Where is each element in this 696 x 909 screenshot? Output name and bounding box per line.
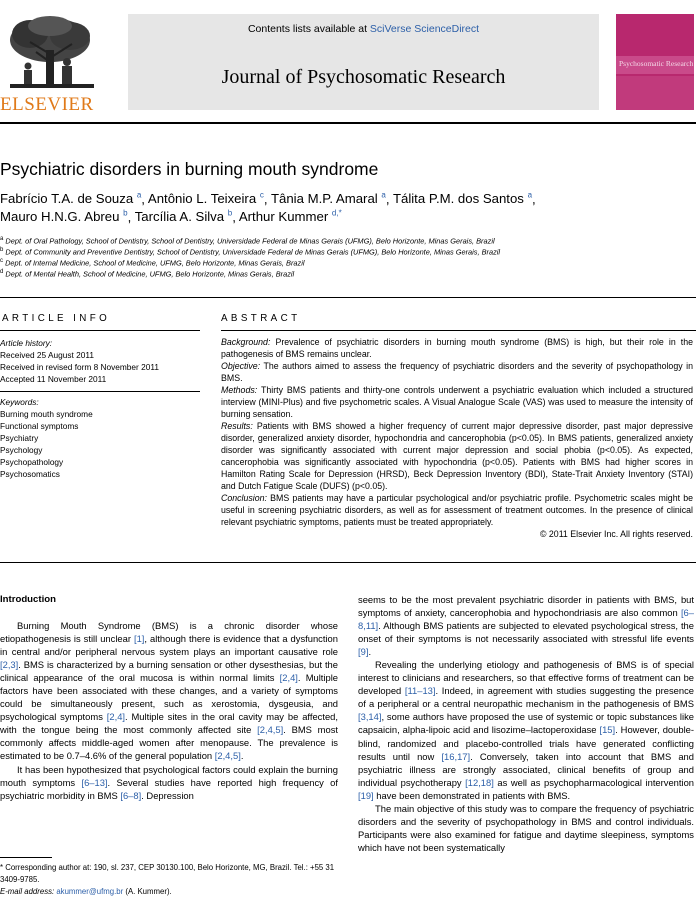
body-text: Burning Mouth Syndrome (BMS) is a chronic disorder whose etiopathogenesis is still unclear — [0, 620, 338, 645]
elsevier-tree-icon — [0, 14, 104, 98]
author[interactable]: Arthur Kummer $^{d,*}$ — [238, 209, 342, 225]
journal-cover-thumbnail[interactable] — [616, 14, 694, 110]
author-email-link[interactable]: akummer@ufmg.br — [56, 887, 124, 896]
citation-link[interactable]: [2,4,5] — [214, 750, 241, 762]
citation-link[interactable]: [16,17] — [441, 750, 471, 762]
cover-title: Psychosomatic Research — [619, 59, 694, 68]
body-paragraph — [0, 763, 338, 802]
body-text: . Multiple factors have been associated with these changes, and a variety of symptoms could be simultaneously present, such as xerostomia, dysgeusia, and psychological symptoms — [0, 672, 338, 723]
body-text: . — [240, 750, 244, 762]
cover-stripe — [616, 76, 694, 110]
author-line-2: Mauro H.N.G. Abreu $^b$, Tarcília A. Silva $^b$, Arthur Kummer $^{d,*}$ — [0, 209, 342, 225]
history-label: Article history: — [0, 338, 53, 348]
affiliation: $^b$ Dept. of Community and Preventive Dentistry, School of Dentistry, Universidade Federal de Minas Gerais (UFMG), Belo Horizonte, Minas Gerais, Brazil — [0, 247, 501, 257]
body-text: as well as psychopharmacological intervention — [493, 776, 694, 788]
article-info-rule — [0, 330, 200, 331]
body-text: . Multiple sites in the oral cavity may be affected, with the tongue being the most commonly affected site — [0, 711, 338, 736]
body-text: . Depression — [141, 789, 194, 801]
author[interactable]: Antônio L. Teixeira $^c$ — [147, 191, 264, 207]
author[interactable]: Tarcília A. Silva $^b$ — [134, 209, 233, 225]
body-text: . BMS is characterized by a burning sensation or other dysesthesias, but the clinical appearance of the oral mucosa is within normal limits — [0, 659, 338, 684]
keyword[interactable]: Psychology — [0, 445, 43, 455]
copyright: © 2011 Elsevier Inc. All rights reserved. — [539, 529, 693, 539]
author[interactable]: Tálita P.M. dos Santos $^a$ — [392, 191, 533, 207]
footnote-rule — [0, 857, 52, 858]
citation-link[interactable]: [12,18] — [465, 776, 494, 788]
affiliation: $^d$ Dept. of Mental Health, School of Medicine, UFMG, Belo Horizonte, Minas Gerais, Brazil — [0, 269, 295, 279]
citation-link[interactable]: [11–13] — [404, 685, 436, 697]
keyword[interactable]: Psychopathology — [0, 457, 64, 467]
email-line: E-mail address: akummer@ufmg.br (A. Kummer). — [0, 887, 172, 896]
body-paragraph — [0, 619, 338, 763]
body-text: . Indeed, in agreement with studies suggesting the presence of a peripheral or a central neuropathic mechanism in the pathogenesis of BMS — [358, 685, 694, 710]
body-text: . BMS most commonly affects middle-aged women after menopause. The prevalence is estimated to be 0.7–4.6% of the general population — [0, 724, 338, 762]
sciencedirect-link[interactable]: SciVerse ScienceDirect — [369, 23, 480, 35]
section-heading-introduction: Introduction — [0, 594, 56, 605]
author-line-1: Fabrício T.A. de Souza $^a$, Antônio L. Teixeira $^c$, Tânia M.P. Amaral $^a$, Tálita P.M. dos Santos $^a$, — [0, 191, 536, 207]
citation-link[interactable]: [6–8,11] — [358, 607, 694, 632]
body-column-left — [0, 619, 338, 802]
keyword[interactable]: Psychosomatics — [0, 469, 60, 479]
citation-link[interactable]: [9] — [358, 646, 369, 658]
journal-header — [128, 14, 599, 110]
keywords-label: Keywords: — [0, 397, 39, 407]
history-item: Received in revised form 8 November 2011 — [0, 362, 159, 372]
citation-link[interactable]: [15] — [599, 724, 616, 736]
contents-line — [128, 23, 599, 35]
abstract-heading: ABSTRACT — [221, 313, 301, 324]
keyword[interactable]: Psychiatry — [0, 433, 39, 443]
history-item: Accepted 11 November 2011 — [0, 374, 107, 384]
citation-link[interactable]: [1] — [133, 633, 145, 645]
body-text: . Conversely, taken into account that BMS and psychiatric illness are strongly associated, clinical benefits of group and individual psychotherapy — [358, 750, 694, 788]
footnote — [0, 862, 338, 898]
keywords-rule — [0, 391, 200, 392]
article-title: Psychiatric disorders in burning mouth syndrome — [0, 159, 379, 179]
abstract-methods: Methods: Thirty BMS patients and thirty-one controls underwent a psychiatric evaluation which included a structured interview (MINI-Plus) and five psychometric scales. A Visual Analogue Scale (VAS) was used to measure the intensity of burning sensation. — [221, 385, 693, 419]
body-paragraph — [358, 802, 694, 854]
citation-link[interactable]: [2,4] — [106, 711, 126, 723]
abstract-bottom-rule — [0, 562, 696, 563]
body-text: It has been hypothesized that psychological factors could explain the burning mouth symptoms — [0, 763, 338, 788]
abstract-body — [221, 336, 693, 540]
article-info-heading: ARTICLE INFO — [2, 313, 111, 324]
body-text: . Several studies have reported high frequency of psychiatric morbidity in BMS — [0, 776, 339, 801]
body-paragraph — [358, 658, 694, 802]
author[interactable]: Mauro H.N.G. Abreu $^b$ — [0, 209, 128, 225]
body-text: seems to be the most prevalent psychiatric disorder in patients with BMS, but symptoms of anxiety, cancerophobia and hypochondriasis are also common — [358, 594, 694, 619]
citation-link[interactable]: [19] — [358, 789, 374, 801]
body-text: The main objective of this study was to compare the frequency of psychiatric disorders and the severity of psychopathology in BMS and control individuals. Participants were also examined for fatigue and daytime sleepiness, symptoms which have not been systematically — [358, 802, 694, 853]
body-text: have been demonstrated in patients with BMS. — [373, 789, 571, 801]
body-text: . Although BMS patients are subjected to elevated psychological stress, the onset of their symptoms is not necessarily associated with stressful life events — [358, 620, 694, 645]
keyword[interactable]: Burning mouth syndrome — [0, 409, 93, 419]
body-text: , some authors have proposed the use of systemic or topic substances like capsaicin, alpha-lipoic acid and lisozime–lactoperoxidase — [358, 711, 694, 736]
body-text: Revealing the underlying etiology and pathogenesis of BMS is of special interest to clinicians and researchers, so that effective forms of treatment can be developed — [358, 659, 694, 697]
author[interactable]: Tânia M.P. Amaral $^a$ — [270, 191, 386, 207]
body-column-right — [358, 593, 694, 854]
publisher-logo[interactable] — [0, 14, 120, 115]
affiliation: $^c$ Dept. of Internal Medicine, School of Medicine, UFMG, Belo Horizonte, Minas Gerais, Brazil — [0, 258, 305, 268]
history-item: Received 25 August 2011 — [0, 350, 94, 360]
body-paragraph — [358, 593, 694, 658]
abstract-objective: Objective: The authors aimed to assess the frequency of psychiatric disorders and the severity of psychopathology in BMS. — [221, 361, 693, 383]
abstract-conclusion: Conclusion: BMS patients may have a particular psychological and/or psychiatric profile. Psychometric scales might be useful in screening psychiatric disorders, as well as for assessment of treatment outcomes. In the presence of clinical relevant psychiatric symptoms, patients must be treated appropriately. — [221, 493, 693, 527]
abstract-results: Results: Patients with BMS showed a higher frequency of current major depressive disorder, past major depressive disorder, generalized anxiety disorder, hypochondria and cancerophobia (p<0.05). In BMS patients, generalized anxiety disorder was significantly associated with current major depression and social phobia (p<0.05). As expected, cancerophobia was significantly associated with hypochondria (p<0.05). Patients with BMS had higher scores in Hamilton Rating Scale for Depression (HRSD), Beck Depression Inventory (BDI), State-Trait Anxiety Inventory (STAI) and Dutch Fatigue Scale (DUFS) (p<0.05). — [221, 421, 693, 491]
citation-link[interactable]: [2,4,5] — [257, 724, 284, 736]
keyword[interactable]: Functional symptoms — [0, 421, 79, 431]
citation-link[interactable]: [2,4] — [279, 672, 298, 684]
citation-link[interactable]: [2,3] — [0, 659, 19, 671]
body-text: , although there is evidence that a dysfunction in central and/or peripheral nervous system plays an important causative role — [0, 633, 338, 658]
citation-link[interactable]: [6–13] — [81, 776, 108, 788]
body-text: . However, double-blind, randomized and placebo-controlled trials have generated conflicting results until now — [358, 724, 694, 762]
affiliation: $^a$ Dept. of Oral Pathology, School of Dentistry, School of Dentistry, Universidade Federal de Minas Gerais (UFMG), Belo Horizonte, Minas Gerais, Brazil — [0, 236, 495, 246]
citation-link[interactable]: [3,14] — [358, 711, 382, 723]
header-rule — [0, 122, 696, 124]
title-rule — [0, 297, 696, 298]
body-text: . — [368, 646, 372, 658]
corresponding-author-note: * Corresponding author at: 190, sl. 237, CEP 30130.100, Belo Horizonte, MG, Brazil. Tel.: +55 31 3409-9785. — [0, 863, 335, 884]
author[interactable]: Fabrício T.A. de Souza $^a$ — [0, 191, 142, 207]
abstract-rule — [221, 330, 696, 331]
contents-prefix: Contents lists available at — [247, 23, 370, 35]
journal-title[interactable]: Journal of Psychosomatic Research — [221, 66, 506, 88]
abstract-background: Background: Prevalence of psychiatric disorders in burning mouth syndrome (BMS) is high, but their role in the pathogenesis of BMS remains unclear. — [221, 337, 693, 359]
elsevier-wordmark: ELSEVIER — [0, 94, 94, 115]
citation-link[interactable]: [6–8] — [120, 789, 142, 801]
